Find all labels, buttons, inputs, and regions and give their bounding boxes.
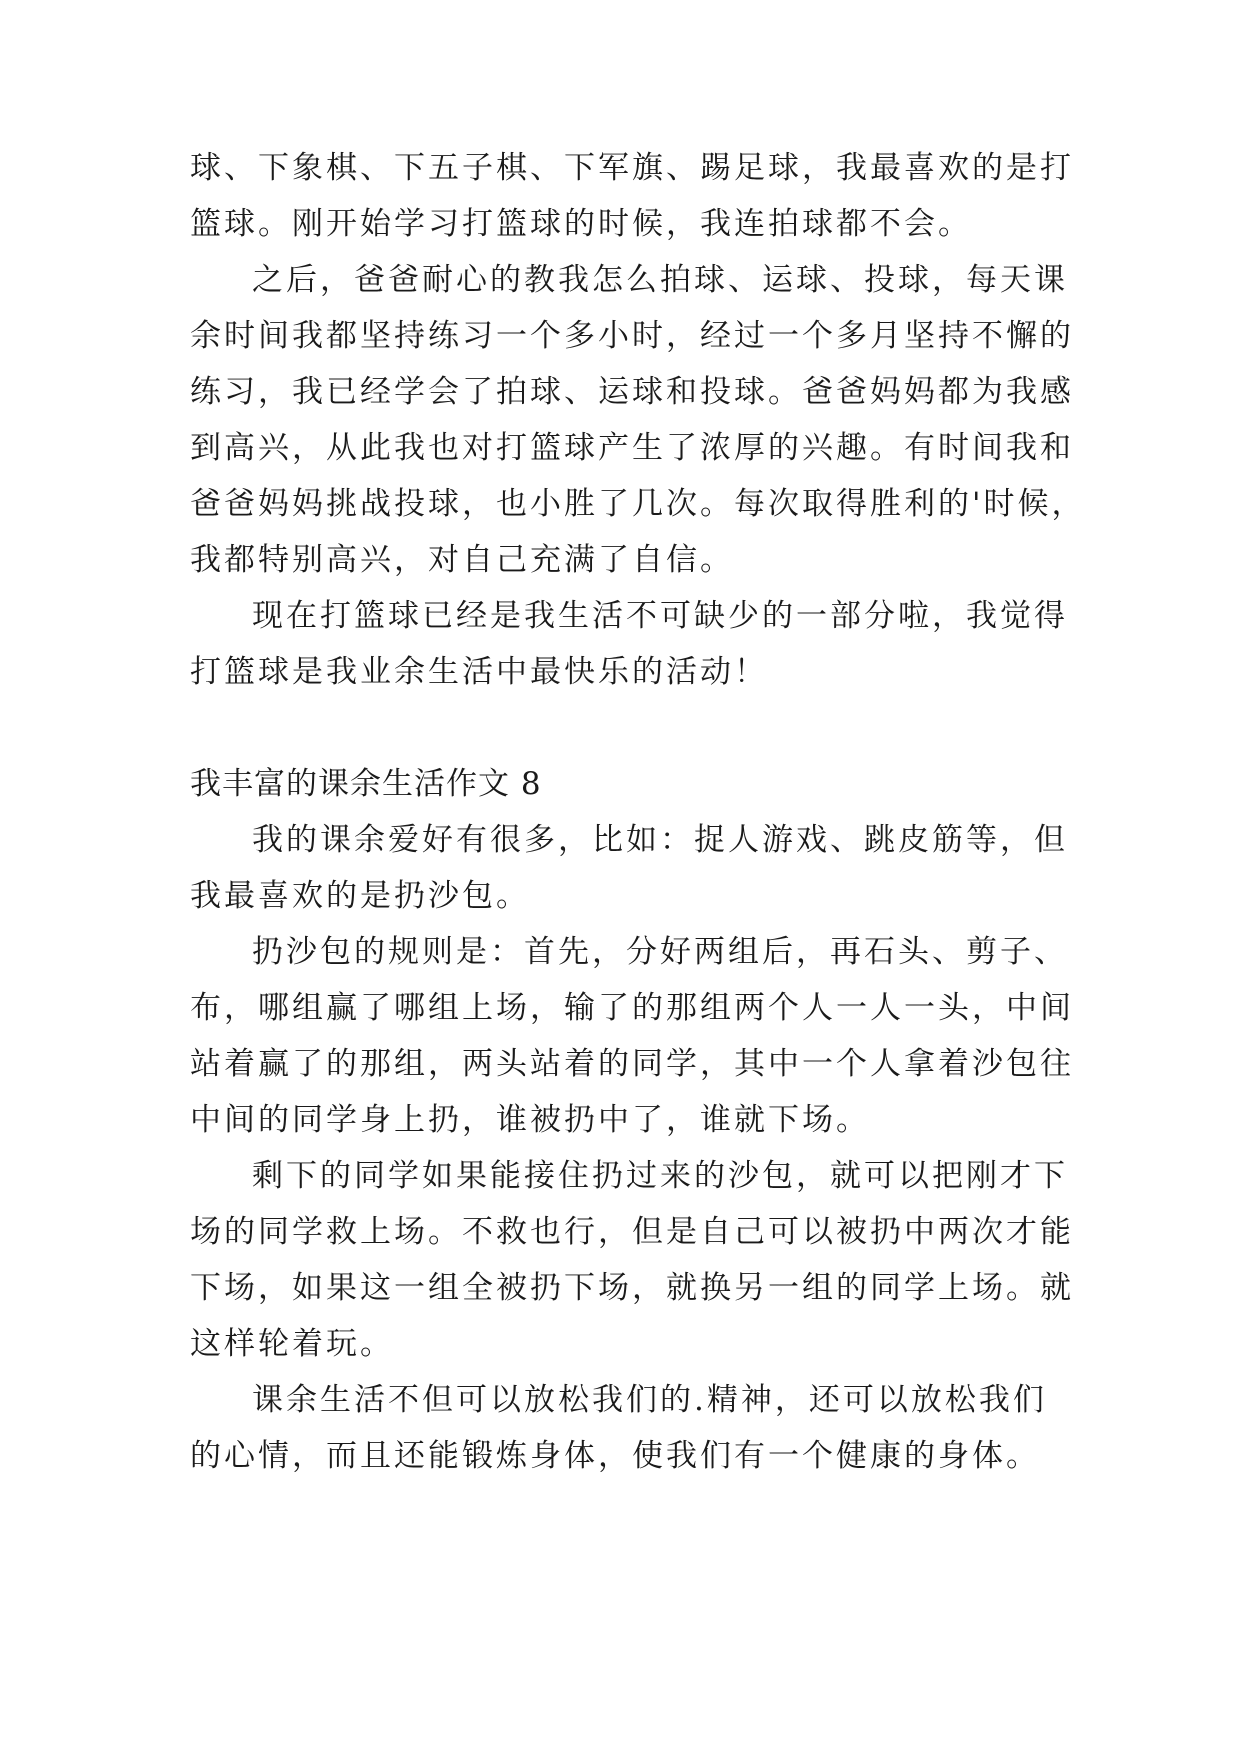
text-line: 到高兴，从此我也对打篮球产生了浓厚的兴趣。有时间我和 bbox=[190, 430, 1074, 466]
section-title: 我丰富的课余生活作文 8 bbox=[190, 766, 542, 802]
text-line: 我的课余爱好有很多，比如：捉人游戏、跳皮筋等，但 bbox=[252, 822, 1068, 858]
text-line: 剩下的同学如果能接住扔过来的沙包，就可以把刚才下 bbox=[252, 1158, 1068, 1194]
text-line: 中间的同学身上扔，谁被扔中了，谁就下场。 bbox=[190, 1102, 870, 1138]
text-line: 扔沙包的规则是：首先，分好两组后，再石头、剪子、 bbox=[252, 934, 1068, 970]
text-line: 之后，爸爸耐心的教我怎么拍球、运球、投球，每天课 bbox=[252, 262, 1068, 298]
text-line: 现在打篮球已经是我生活不可缺少的一部分啦，我觉得 bbox=[252, 598, 1068, 634]
text-line: 场的同学救上场。不救也行，但是自己可以被扔中两次才能 bbox=[190, 1214, 1074, 1250]
text-line: 站着赢了的那组，两头站着的同学，其中一个人拿着沙包往 bbox=[190, 1046, 1074, 1082]
text-line: 布，哪组赢了哪组上场，输了的那组两个人一人一头，中间 bbox=[190, 990, 1074, 1026]
text-line: 爸爸妈妈挑战投球，也小胜了几次。每次取得胜利的'时候， bbox=[190, 486, 1086, 522]
text-line: 篮球。刚开始学习打篮球的时候，我连拍球都不会。 bbox=[190, 206, 972, 242]
text-line: 打篮球是我业余生活中最快乐的活动！ bbox=[190, 654, 768, 690]
text-line: 余时间我都坚持练习一个多小时，经过一个多月坚持不懈的 bbox=[190, 318, 1074, 354]
text-line: 练习，我已经学会了拍球、运球和投球。爸爸妈妈都为我感 bbox=[190, 374, 1074, 410]
text-line: 下场，如果这一组全被扔下场，就换另一组的同学上场。就 bbox=[190, 1270, 1074, 1306]
text-line: 我最喜欢的是扔沙包。 bbox=[190, 878, 530, 914]
text-line: 的心情，而且还能锻炼身体，使我们有一个健康的身体。 bbox=[190, 1438, 1040, 1474]
text-line: 球、下象棋、下五子棋、下军旗、踢足球，我最喜欢的是打 bbox=[190, 150, 1074, 186]
text-line: 这样轮着玩。 bbox=[190, 1326, 394, 1362]
text-line: 我都特别高兴，对自己充满了自信。 bbox=[190, 542, 734, 578]
text-line: 课余生活不但可以放松我们的.精神，还可以放松我们 bbox=[252, 1382, 1047, 1418]
